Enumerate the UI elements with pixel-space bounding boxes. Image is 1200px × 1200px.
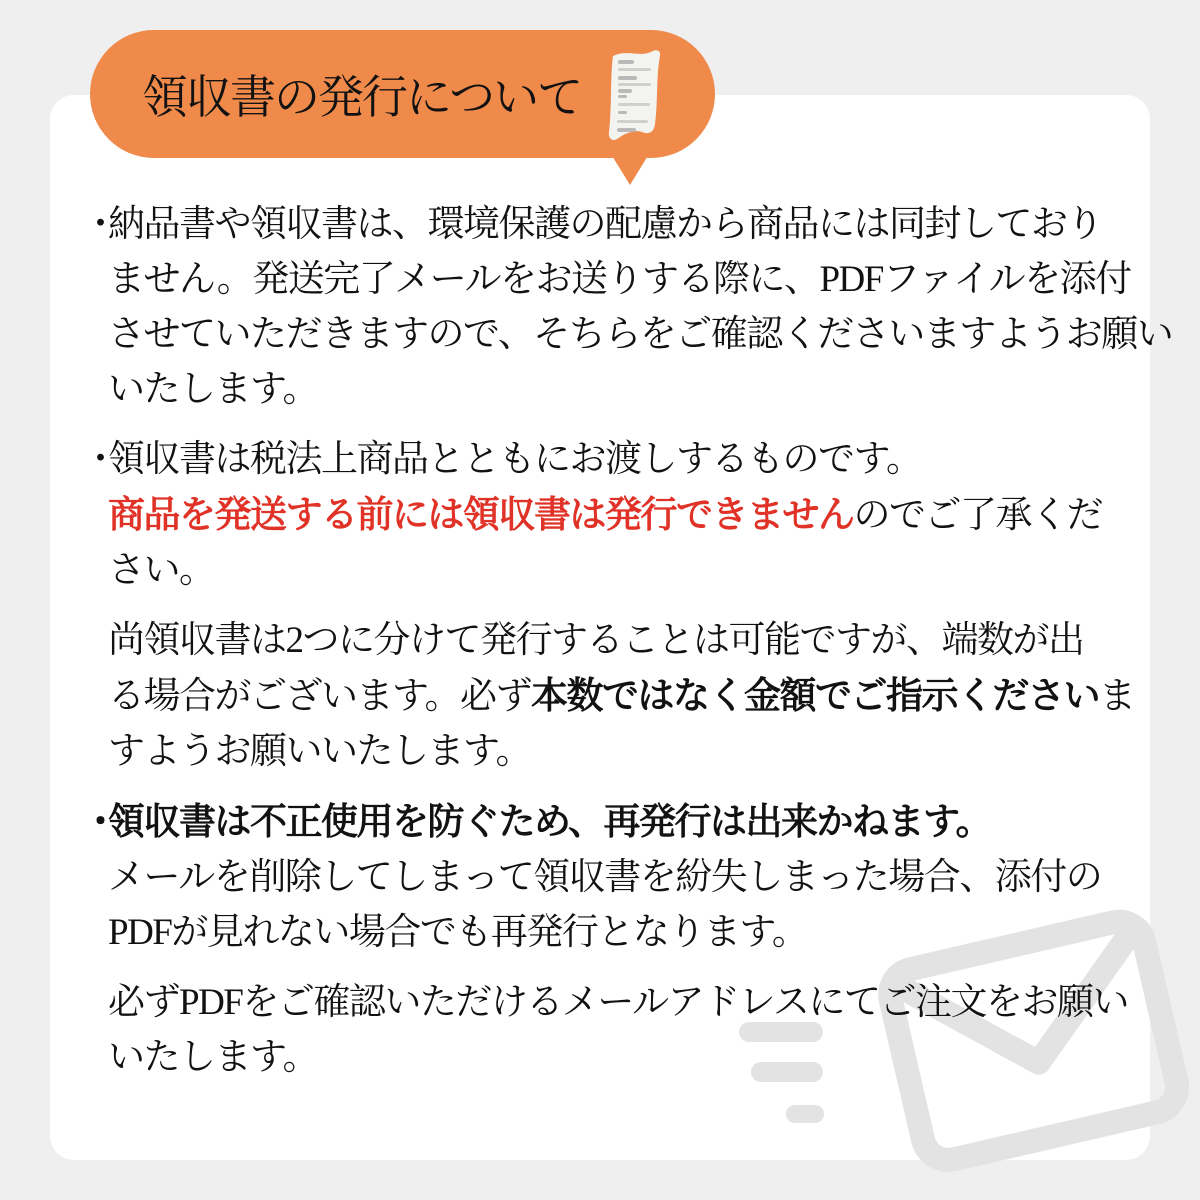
- text-segment: 尚領収書は2つに分けて発行することは可能ですが、端数が出: [108, 620, 1084, 661]
- text-segment: 必ずPDFをご確認いただけるメールアドレスにてご注文をお願い: [108, 982, 1129, 1023]
- title-banner: [90, 30, 715, 158]
- receipt-icon: [601, 46, 665, 142]
- paragraph: [108, 975, 1128, 1085]
- text-segment: PDFが見れない場合でも再発行となります。: [108, 912, 808, 953]
- text-segment: 納品書や領収書は、環境保護の配慮から商品には同封しており: [108, 204, 1102, 245]
- page-title: 領収書の発行について: [142, 72, 582, 123]
- text-segment: メールを削除してしまって領収書を紛失しまった場合、添付の: [108, 857, 1102, 898]
- text-segment: いたします。: [108, 369, 319, 410]
- text-segment: 商品を発送する前には領収書は発行できません: [108, 494, 854, 535]
- paragraph: [82, 794, 1128, 960]
- text-segment: 領収書は税法上商品とともにお渡しするものです。: [108, 439, 922, 480]
- text-segment: ません。発送完了メールをお送りする際に、PDFファイルを添付: [108, 259, 1131, 300]
- text-segment: いたします。: [108, 1037, 319, 1078]
- text-segment: ま: [1099, 676, 1135, 717]
- bullet: ・: [82, 439, 118, 480]
- text-segment: る場合がございます。必ず: [108, 676, 532, 717]
- text-segment: さい。: [108, 550, 215, 591]
- text-segment: させていただきますので、そちらをご確認くださいますようお願い: [108, 314, 1173, 355]
- text-segment: すようお願いいたします。: [108, 731, 532, 772]
- paragraph: [82, 432, 1128, 598]
- banner-tail: [611, 154, 649, 185]
- paragraph: [82, 197, 1173, 417]
- text-segment: のでご了承くだ: [853, 495, 1102, 536]
- text-segment: 本数ではなく金額でご指示ください: [531, 675, 1100, 716]
- body-paragraphs: [82, 197, 1173, 1100]
- bullet: ・: [82, 801, 118, 842]
- text-segment: 領収書は不正使用を防ぐため、再発行は出来かねます。: [108, 801, 992, 842]
- bullet: ・: [82, 204, 118, 245]
- paragraph: [108, 613, 1135, 779]
